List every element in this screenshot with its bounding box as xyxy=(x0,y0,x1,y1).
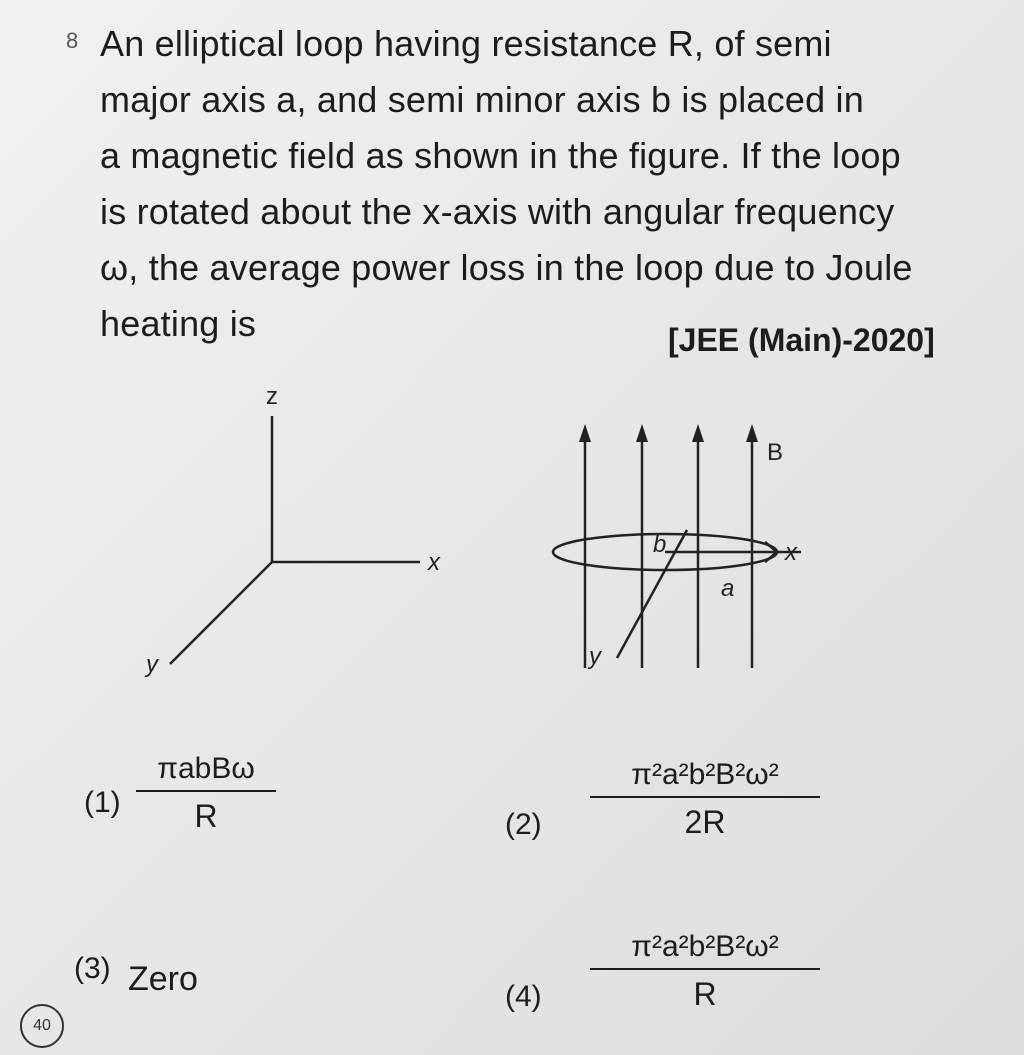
page-number: 40 xyxy=(20,1004,64,1048)
field-arrowhead xyxy=(746,424,758,442)
magnetic-field-label: B xyxy=(767,439,784,466)
option-1-fraction xyxy=(136,752,276,835)
semi-major-axis-label: a xyxy=(721,575,735,602)
question-line: heating is xyxy=(100,303,257,344)
loop-diagram xyxy=(545,418,815,680)
option-4-number: (4) xyxy=(505,980,542,1013)
field-arrowhead xyxy=(636,424,648,442)
option-1-numerator: πabBω xyxy=(136,752,276,792)
loop-x-label: x xyxy=(785,539,797,566)
question-line: An elliptical loop having resistance R, of semi xyxy=(100,23,832,64)
question-line: is rotated about the x-axis with angular frequency xyxy=(100,191,895,232)
y-axis-label: y xyxy=(146,651,158,678)
question-line: major axis a, and semi minor axis b is placed in xyxy=(100,79,864,120)
option-2-denominator: 2R xyxy=(684,804,726,840)
option-3-text: Zero xyxy=(128,960,198,998)
loop-y-axis xyxy=(617,530,687,658)
option-1-number: (1) xyxy=(84,786,121,819)
option-4-numerator: π²a²b²B²ω² xyxy=(590,930,820,970)
field-arrowhead xyxy=(579,424,591,442)
option-4-denominator: R xyxy=(693,976,717,1012)
exam-source: [JEE (Main)-2020] xyxy=(668,322,935,358)
question-number: 8 xyxy=(66,28,79,53)
option-1-denominator: R xyxy=(194,798,218,834)
z-axis-label: z xyxy=(266,383,278,410)
option-2-numerator: π²a²b²B²ω² xyxy=(590,758,820,798)
y-axis-line xyxy=(170,562,272,664)
axes-diagram xyxy=(130,380,460,690)
x-axis-label: x xyxy=(428,549,440,576)
option-2-number: (2) xyxy=(505,808,542,841)
field-arrowhead xyxy=(692,424,704,442)
option-3-number: (3) xyxy=(74,952,111,985)
question-line: a magnetic field as shown in the figure. If the loop xyxy=(100,135,901,176)
option-2-fraction xyxy=(590,758,820,841)
semi-minor-axis-label: b xyxy=(653,531,667,558)
option-4-fraction xyxy=(590,930,820,1013)
loop-y-label: y xyxy=(589,643,601,670)
question-text xyxy=(100,16,960,352)
question-line: ω, the average power loss in the loop due to Joule xyxy=(100,247,913,288)
